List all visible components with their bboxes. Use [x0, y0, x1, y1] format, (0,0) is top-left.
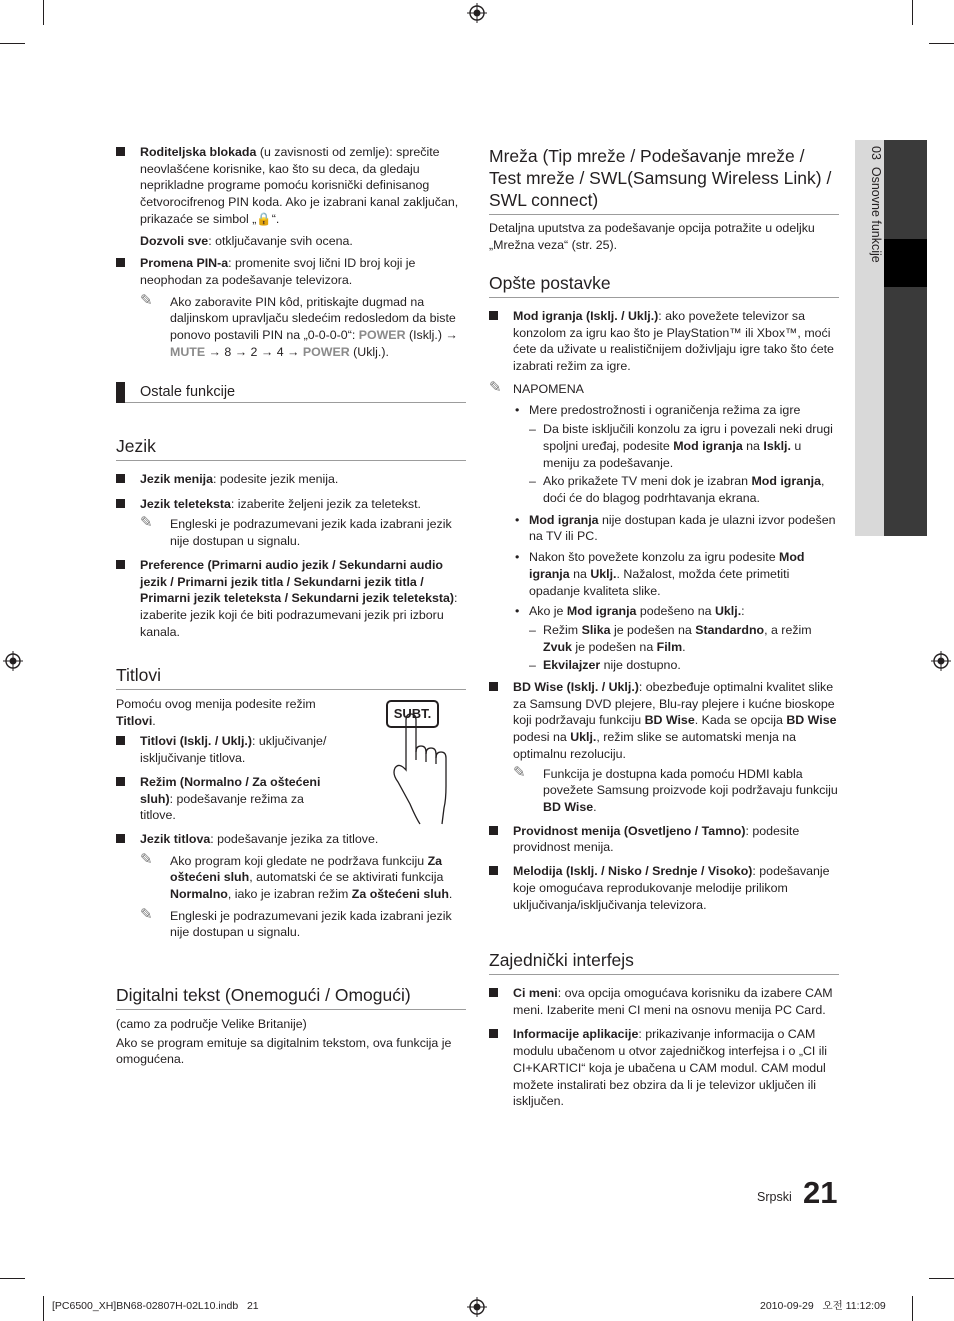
note-text: (Isklj.) →: [405, 328, 458, 343]
note-dash: [489, 657, 839, 674]
digital-text-desc: Ako se program emituje sa digitalnim tekstom, ova funkcija je omogućena.: [116, 1035, 452, 1067]
note-text: Ako zaboravite PIN kôd, pritiskajte dugmad na daljinskom upravljaču sledećim redosledom da biste ponovo postavili PIN na „0-0-0-0“:: [170, 294, 456, 343]
note-bullet: [489, 402, 839, 419]
item-text: : podešavanje režima za titlove.: [140, 791, 304, 823]
note-bold: Standardno: [695, 622, 765, 637]
allow-all-line: [116, 233, 466, 250]
bullet-dot: •: [515, 604, 520, 619]
note-text: , automatski će se aktivirati funkcija: [249, 870, 444, 885]
note-bold: Mod igranja: [566, 604, 637, 619]
section-general: [489, 272, 839, 913]
registration-mark-icon: [931, 651, 951, 671]
chapter-title: Osnovne funkcije: [869, 166, 883, 263]
section-digital-text: [116, 984, 466, 1068]
page-number: 21: [803, 1175, 838, 1210]
chapter-tab-dark: [884, 140, 927, 536]
note-bold: POWER: [358, 328, 406, 343]
bullet-square-icon: [116, 474, 125, 483]
note-text: Engleski je podrazumevani jezik kada izabrani jezik nije dostupan u signalu.: [170, 908, 452, 940]
footer-language: Srpski: [757, 1190, 792, 1204]
item-title: Promena PIN-a: [140, 256, 229, 271]
crop-mark: [929, 43, 954, 44]
crop-mark: [0, 43, 25, 44]
bullet-square-icon: [116, 560, 125, 569]
note-bold: POWER: [302, 344, 350, 359]
chapter-tab-label: [856, 146, 884, 306]
item-title: BD Wise (Isklj. / Uklj.): [513, 680, 639, 695]
subheading-other-functions: [116, 382, 466, 403]
list-item-menu-language: [116, 471, 466, 488]
item-text: : podesite providnost menija.: [513, 823, 800, 855]
footer-date: 2010-09-29 오전 11:12:09: [760, 1300, 886, 1312]
bullet-square-icon: [489, 988, 498, 997]
item-text: : promenite svoj lični ID broj koji je neophodan za podešavanje televizora.: [140, 256, 416, 287]
note-bold: Uklj.: [714, 604, 742, 619]
section-title: Jezik: [116, 435, 466, 461]
dash-mark: –: [529, 622, 536, 637]
registration-mark-icon: [467, 3, 487, 23]
item-title: Informacije aplikacije: [513, 1027, 639, 1042]
intro-text: .: [152, 713, 156, 728]
section-title: Zajednički interfejs: [489, 949, 839, 975]
pencil-note-icon: ✎: [140, 514, 153, 532]
note-bd-wise: [489, 763, 839, 816]
note-text: na: [742, 438, 764, 453]
item-text: : otključavanje svih ocena.: [208, 233, 353, 248]
bullet-square-icon: [489, 866, 498, 875]
note-bullet: [489, 512, 839, 545]
item-text: podesi na: [513, 730, 571, 745]
note-bold: Mod igranja: [673, 438, 743, 453]
note-hearing-impaired: [116, 850, 466, 903]
note-bold: Zvuk: [543, 639, 572, 654]
bullet-square-icon: [116, 258, 125, 267]
list-item-ci-menu: [489, 985, 839, 1018]
pencil-note-icon: ✎: [513, 763, 526, 781]
list-item-game-mode: [489, 308, 839, 375]
note-text: , iako je izabran režim: [227, 887, 352, 902]
item-text: : obezbeđuje optimalni kvalitet slike za Samsung DVD plejere, Blu-ray plejere i kućne bioskope koji podržavaju funkciju: [513, 680, 835, 728]
bullet-square-icon: [116, 834, 125, 843]
item-title: Jezik menija: [140, 472, 214, 486]
note-language: [116, 516, 466, 549]
item-text: : ova opcija omogućava korisniku da izabere CAM meni. Izaberite meni CI meni na osnovu menija PC Card.: [513, 986, 833, 1017]
note-bold: Mod igranja: [529, 550, 805, 581]
bullet-square-icon: [116, 736, 125, 745]
item-text: . Kada se opcija: [694, 713, 787, 728]
napomena-label: NAPOMENA: [513, 381, 584, 396]
item-title: Režim (Normalno / Za oštećeni sluh): [140, 774, 321, 806]
chapter-tab-marker: [884, 239, 927, 287]
subt-button: SUBT.: [386, 700, 439, 728]
item-bold: BD Wise: [786, 713, 837, 728]
list-item-parental-lock: [116, 144, 466, 228]
dash-mark: –: [529, 474, 536, 489]
bullet-dot: •: [515, 512, 520, 527]
intro-text: Pomoću ovog menija podesite režim: [116, 697, 316, 711]
note-text: .: [593, 799, 597, 814]
subtitles-intro: [116, 696, 336, 729]
note-text: :: [741, 604, 745, 619]
dash-mark: –: [529, 422, 536, 437]
left-column: [116, 144, 466, 360]
section-title: Mreža (Tip mreže / Podešavanje mreže / Test mreže / SWL(Samsung Wireless Link) / SWL connect): [489, 145, 839, 215]
list-item-change-pin: [116, 255, 466, 288]
section-network: [489, 145, 839, 253]
list-item-subtitles-onoff: [116, 733, 340, 766]
item-text: : podešavanje jezika za titlove.: [210, 831, 379, 846]
item-text: : ako povežete televizor sa konzolom za igru kao što je PlayStation™ ili Xbox™, moći ćete da uživate u realističnijem doživljaju igre tako što ćete izabrati režim za igre.: [513, 309, 834, 374]
section-common-interface: [489, 949, 839, 1110]
note-text: . Nažalost, možda ćete primetiti opadanje kvaliteta slike.: [529, 566, 790, 598]
chapter-number: 03: [869, 146, 883, 160]
pencil-note-icon: ✎: [140, 905, 153, 923]
note-dash: [489, 421, 839, 471]
list-item-app-info: [489, 1026, 839, 1110]
list-item-menu-transparency: [489, 823, 839, 856]
section-title: Opšte postavke: [489, 272, 839, 298]
bullet-square-icon: [116, 147, 125, 156]
note-text: nije dostupan kada je ulazni izvor podešen na TV ili PC.: [529, 512, 836, 544]
list-item-subtitle-language: [116, 831, 466, 848]
napomena-header: [489, 378, 839, 398]
note-bold: Slika: [581, 622, 611, 637]
note-text: Nakon što povežete konzolu za igru podesite: [529, 550, 780, 565]
note-text: podešeno na: [636, 604, 715, 619]
item-text: : podesite jezik menija.: [213, 472, 339, 486]
note-text: Ako program koji gledate ne podržava funkciju: [170, 853, 428, 868]
bullet-square-icon: [489, 682, 498, 691]
crop-mark: [43, 0, 44, 25]
note-subtitle-language: [116, 905, 466, 941]
note-bold: Mod igranja: [751, 474, 821, 489]
item-text: : izaberite željeni jezik za teletekst.: [230, 496, 421, 511]
note-bold: Za oštećeni sluh: [170, 853, 443, 885]
note-bold: Isklj.: [763, 438, 791, 453]
dash-mark: –: [529, 658, 536, 673]
note-bold: Mod igranja: [529, 512, 599, 527]
item-text: : podešavanje koje omogućava reprodukovanje melodije prilikom uključivanja/isključivanja televizora.: [513, 864, 830, 912]
note-text: Mere predostrožnosti i ograničenja režima za igre: [529, 402, 801, 417]
note-text: Funkcija je dostupna kada pomoću HDMI kabla povežete Samsung proizvode koji podržavaju funkciju: [543, 766, 838, 798]
bullet-square-icon: [489, 311, 498, 320]
note-text: , a režim: [764, 622, 812, 637]
note-text: Ako prikažete TV meni dok je izabran: [543, 474, 752, 489]
crop-mark: [43, 1296, 44, 1321]
bullet-dot: •: [515, 402, 520, 417]
bullet-square-icon: [116, 499, 125, 508]
note-text: u meniju za podešavanje.: [543, 438, 802, 470]
note-bullet: [489, 603, 839, 620]
item-text: (u zavisnosti od zemlje): sprečite neovlašćene korisnike, kao što su deca, da gledaju neprikladne programe pomoću korisnički definisanog četvorocifrenog PIN koda. Ako je izabrani kanal zaključan, prikazaće se simbol „🔒“.: [140, 145, 459, 226]
list-item-melody: [489, 863, 839, 913]
section-title: Titlovi: [116, 664, 466, 690]
crop-mark: [929, 1278, 954, 1279]
item-title: Titlovi (Isklj. / Uklj.): [140, 734, 252, 749]
crop-mark: [0, 1278, 25, 1279]
pencil-note-icon: ✎: [140, 850, 153, 868]
bullet-dot: •: [515, 550, 520, 565]
note-bullet: [489, 549, 839, 599]
bullet-square-icon: [489, 826, 498, 835]
note-text: na: [569, 566, 591, 581]
note-dash: [489, 622, 839, 655]
note-bold: Normalno: [170, 887, 228, 902]
item-title: Ci meni: [513, 986, 558, 1000]
item-title: Melodija (Isklj. / Nisko / Srednje / Visoko): [513, 864, 753, 879]
registration-mark-icon: [3, 651, 23, 671]
note-bold: Za oštećeni sluh: [351, 887, 449, 902]
intro-bold: Titlovi: [116, 713, 153, 728]
item-bold: BD Wise: [644, 713, 695, 728]
subheading-text: Ostale funkcije: [140, 384, 236, 400]
note-text: , doći će do blagog podrhtavanja ekrana.: [543, 474, 825, 506]
section-title: Digitalni tekst (Onemogući / Omogući): [116, 984, 466, 1010]
item-title: Jezik teleteksta: [140, 496, 231, 511]
note-text: Da biste isključili konzolu za igru i povezali neki drugi spoljni uređaj, podesite: [543, 422, 833, 453]
digital-text-region: (camo za područje Velike Britanije): [116, 1017, 307, 1031]
subt-button-illustration: [386, 700, 466, 825]
note-text: je podešen na: [571, 639, 657, 654]
item-title: Mod igranja (Isklj. / Uklj.): [513, 309, 659, 323]
registration-mark-icon: [467, 1297, 487, 1317]
item-bold: Uklj.: [570, 730, 597, 745]
pencil-note-icon: ✎: [140, 291, 153, 309]
item-text: : prikazivanje informacija o CAM modulu ubačenom u otvor zajedničkog interfejsa i o „CI ili CI+KARTICI“ koja je ubačena u CAM modul. CAM modul možete instalirati bez obzira da li je televizor uključen ili isključen.: [513, 1027, 828, 1109]
item-text: : uključivanje/ isključivanje titlova.: [140, 734, 327, 766]
list-item-preference: [116, 557, 466, 641]
note-bold: MUTE: [170, 344, 206, 359]
item-text: : izaberite jezik koji će biti podrazumevani jezik pri izboru kanala.: [140, 591, 458, 639]
note-bold: Ekvilajzer: [543, 658, 601, 673]
note-bold: BD Wise: [543, 799, 594, 814]
bullet-square-icon: [116, 777, 125, 786]
hand-pointer-icon: [386, 700, 466, 825]
note-bold: Film: [656, 639, 683, 654]
item-title: Providnost menija (Osvetljeno / Tamno): [513, 823, 746, 838]
crop-mark: [912, 1296, 913, 1321]
crop-mark: [912, 0, 913, 25]
note-text: → 8 → 2 → 4 →: [205, 344, 303, 359]
note-text: nije dostupno.: [600, 658, 681, 673]
note-bold: Uklj.: [590, 566, 617, 581]
pencil-note-icon: ✎: [489, 378, 502, 396]
note-text: Ako je: [529, 604, 567, 619]
note-pin: [116, 291, 466, 361]
list-item-teletext-language: [116, 496, 466, 513]
note-text: (Uklj.).: [349, 344, 389, 359]
network-text: Detaljna uputstva za podešavanje opcija potražite u odeljku „Mrežna veza“ (str. 25).: [489, 221, 815, 252]
note-text: .: [682, 639, 686, 654]
note-dash: [489, 473, 839, 506]
item-text: , režim slike se automatski menja na optimalnu rezoluciju.: [513, 730, 797, 761]
note-text: je podešen na: [610, 622, 696, 637]
item-title: Preference (Primarni audio jezik / Sekundarni audio jezik / Primarni jezik titla / Sekundarni jezik titla / Primarni jezik teleteksta / Sekundarni jezik teleteksta): [140, 557, 455, 606]
note-text: .: [448, 887, 453, 902]
bullet-square-icon: [489, 1029, 498, 1038]
footer-file: [PC6500_XH]BN68-02807H-02L10.indb 21: [52, 1300, 259, 1312]
section-language: [116, 435, 466, 640]
note-text: Režim: [543, 622, 582, 637]
item-title: Dozvoli sve: [140, 233, 209, 248]
item-title: Roditeljska blokada: [140, 145, 257, 159]
subheading-bar: [116, 382, 125, 403]
note-text: Engleski je podrazumevani jezik kada izabrani jezik nije dostupan u signalu.: [170, 517, 452, 549]
item-title: Jezik titlova: [140, 831, 211, 846]
list-item-subtitle-mode: [116, 774, 340, 824]
list-item-bd-wise: [489, 679, 839, 763]
